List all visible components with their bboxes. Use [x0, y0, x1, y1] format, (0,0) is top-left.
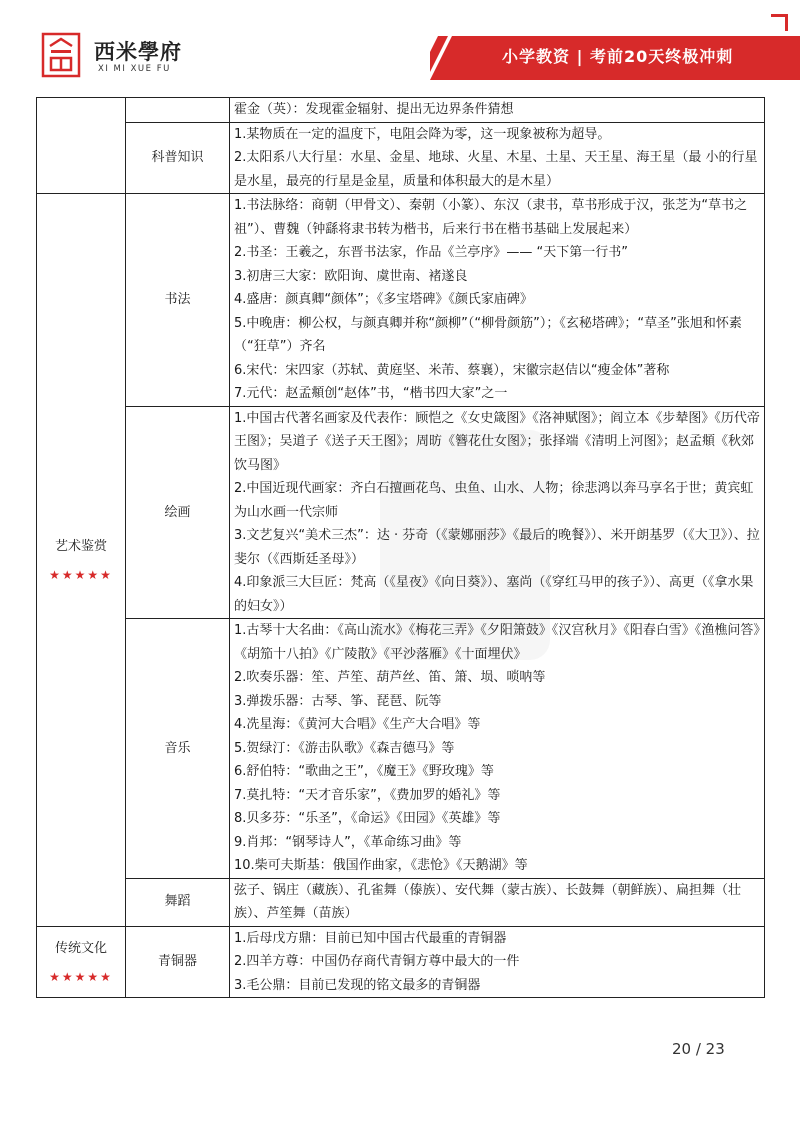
subcategory-cell: 舞蹈: [126, 878, 230, 926]
table-row: [37, 122, 765, 194]
content-line: 2.书圣：王羲之，东晋书法家，作品《兰亭序》—— “天下第一行书”: [234, 245, 629, 260]
content-cell: [230, 406, 765, 619]
content-line: 4.印象派三大巨匠：梵高（《星夜》《向日葵》）、塞尚（《穿红马甲的孩子》）、高更（《拿水果的妇女》）: [234, 575, 754, 614]
table-row: [37, 878, 765, 926]
knowledge-table: [36, 97, 765, 998]
content-cell: [230, 619, 765, 879]
table-row: [37, 194, 765, 407]
content-line: 4.冼星海：《黄河大合唱》《生产大合唱》等: [234, 717, 481, 732]
table-row: [37, 98, 765, 123]
content-line: 7.莫扎特：“天才音乐家”，《费加罗的婚礼》等: [234, 787, 501, 803]
category-cell-empty: [37, 98, 126, 194]
importance-stars: ★★★★★: [49, 567, 113, 582]
content-line: 2.四羊方尊：中国仍存商代青铜方尊中最大的一件: [234, 954, 520, 969]
subcategory-cell: 音乐: [126, 619, 230, 879]
content-cell: [230, 926, 765, 998]
content-line: 8.贝多芬：“乐圣”，《命运》《田园》《英雄》等: [234, 811, 501, 826]
banner-title: 小学教资 | 考前20天终极冲刺: [502, 47, 734, 66]
category-label: 艺术鉴赏: [54, 539, 107, 554]
content-line: 4.盛唐：颜真卿“颜体”；《多宝塔碑》《颜氏家庙碑》: [234, 292, 533, 307]
content-line: 5.中晚唐：柳公权，与颜真卿并称“颜柳”（“柳骨颜筋”）；《玄秘塔碑》；“草圣”张旭和怀素（“狂草”）齐名: [234, 315, 742, 354]
content-line: 1.书法脉络：商朝（甲骨文）、秦朝（小篆）、东汉（隶书，草书形成于汉，张芝为“草书之祖”）、曹魏（钟繇将隶书转为楷书，后来行书在楷书基础上发展起来）: [234, 198, 748, 237]
content-line: 2.中国近现代画家：齐白石擅画花鸟、虫鱼、山水、人物；徐悲鸿以奔马享名于世；黄宾虹为山水画一代宗师: [234, 481, 754, 520]
corner-mark: [771, 14, 788, 31]
content-line: 10.柴可夫斯基：俄国作曲家，《悲怆》《天鹅湖》等: [234, 858, 528, 873]
content-line: 2.吹奏乐器：笙、芦笙、葫芦丝、笛、箫、埙、唢呐等: [234, 670, 546, 685]
content-cell: [230, 878, 765, 926]
category-cell: [37, 926, 126, 998]
content-line: 5.贺绿汀：《游击队歌》《森吉德马》等: [234, 740, 455, 756]
content-cell: [230, 98, 765, 123]
content-line: 6.舒伯特：“歌曲之王”，《魔王》《野玫瑰》等: [234, 764, 494, 779]
page-number: 20 / 23: [672, 1040, 725, 1058]
content-line: 9.肖邦：“钢琴诗人”，《革命练习曲》等: [234, 834, 462, 850]
content-line: 2.太阳系八大行星：水星、金星、地球、火星、木星、土星、天王星、海王星（最 小的行星是水星，最亮的行星是金星，质量和体积最大的是木星）: [234, 150, 758, 189]
subcategory-cell: 科普知识: [126, 122, 230, 194]
table-row: [37, 406, 765, 619]
table-row: [37, 619, 765, 879]
content-line: 3.弹拨乐器：古琴、筝、琵琶、阮等: [234, 693, 442, 709]
content-line: 1.古琴十大名曲：《高山流水》《梅花三弄》《夕阳箫鼓》《汉宫秋月》《阳春白雪》《渔樵问答》《胡笳十八拍》《广陵散》《平沙落雁》《十面埋伏》: [234, 623, 760, 662]
page-header: [0, 0, 800, 96]
content-line: 1.中国古代著名画家及代表作：顾恺之《女史箴图》《洛神赋图》；阎立本《步辇图》《历代帝王图》；吴道子《送子天王图》；周昉《簪花仕女图》；张择端《清明上河图》；赵孟頫《秋郊饮马图》: [234, 410, 760, 473]
subcategory-cell: 绘画: [126, 406, 230, 619]
content-cell: [230, 122, 765, 194]
content-line: 1.某物质在一定的温度下，电阻会降为零，这一现象被称为超导。: [234, 126, 611, 142]
category-cell: [37, 194, 126, 927]
table-row: [37, 926, 765, 998]
school-logo-icon: [40, 32, 82, 78]
subcategory-cell-empty: [126, 98, 230, 123]
content-line: 3.毛公鼎：目前已发现的铭文最多的青铜器: [234, 977, 481, 993]
content-line: 7.元代：赵孟頫创“赵体”书，“楷书四大家”之一: [234, 386, 508, 401]
content-line: 3.文艺复兴“美术三杰”：达 · 芬奇（《蒙娜丽莎》《最后的晚餐》）、米开朗基罗（《大卫》）、拉斐尔（《西斯廷圣母》）: [234, 528, 760, 567]
brand-name: 西米學府: [94, 40, 182, 64]
content-line: 弦子、锅庄（藏族）、孔雀舞（傣族）、安代舞（蒙古族）、长鼓舞（朝鲜族）、扁担舞（壮族）、芦笙舞（苗族）: [234, 882, 742, 921]
brand-name-pinyin: XI MI XUE FU: [98, 64, 171, 74]
subcategory-cell: 书法: [126, 194, 230, 407]
content-line: 霍金（英）：发现霍金辐射、提出无边界条件猜想: [234, 102, 514, 117]
content-cell: [230, 194, 765, 407]
content-line: 3.初唐三大家：欧阳询、虞世南、褚遂良: [234, 268, 468, 284]
category-label: 传统文化: [54, 941, 107, 956]
content-line: 6.宋代：宋四家（苏轼、黄庭坚、米芾、蔡襄），宋徽宗赵佶以“瘦金体”著称: [234, 362, 670, 378]
importance-stars: ★★★★★: [49, 969, 113, 984]
subcategory-cell: 青铜器: [126, 926, 230, 998]
content-line: 1.后母戊方鼎：目前已知中国古代最重的青铜器: [234, 930, 507, 946]
